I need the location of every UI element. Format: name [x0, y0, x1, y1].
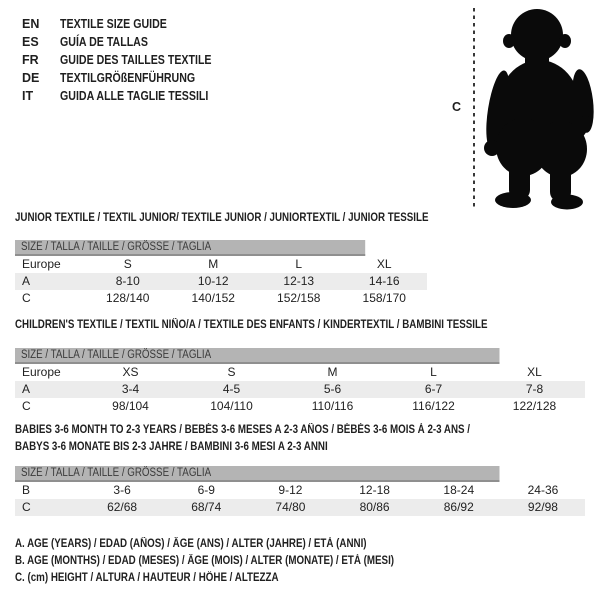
legend-line-a: A. AGE (YEARS) / EDAD (AÑOS) / ÂGE (ANS) / ALTER (JAHRE) / ETÀ (ANNI) — [15, 538, 367, 550]
babies-title-line2: BABYS 3-6 MONATE BIS 2-3 JAHRE / BAMBINI 3-6 MESI A 2-3 ANNI — [15, 441, 328, 453]
size-header-bar: SIZE / TALLA / TAILLE / GRÖSSE / TAGLIA — [15, 240, 365, 256]
table-row-months — [15, 482, 585, 499]
language-row-en — [22, 15, 238, 33]
cell: 122/128 — [512, 399, 557, 413]
language-row-it — [22, 87, 238, 105]
cell: 12-13 — [283, 274, 315, 288]
size-header-bar: SIZE / TALLA / TAILLE / GRÖSSE / TAGLIA — [15, 348, 500, 364]
cell: 9-12 — [278, 483, 303, 497]
table-row-height — [15, 499, 585, 516]
cell: M — [327, 365, 338, 379]
row-label: C — [22, 500, 31, 514]
language-list — [22, 15, 238, 105]
cell: 62/68 — [107, 500, 138, 514]
cell: 104/110 — [210, 399, 253, 413]
language-row-es — [22, 33, 238, 51]
cell: 12-18 — [359, 483, 390, 497]
height-measure-dashed-line — [473, 8, 475, 207]
table-row-height — [15, 398, 585, 415]
cell: 152/158 — [277, 291, 321, 305]
table-row-height — [15, 290, 427, 307]
cell: XS — [122, 365, 139, 379]
babies-section-title — [15, 422, 550, 456]
babies-title-line1: BABIES 3-6 MONTH TO 2-3 YEARS / BEBÉS 3-6 MESES A 2-3 AÑOS / BÉBÉS 3-6 MOIS À 2-3 ANS / — [15, 424, 471, 436]
language-title: GUIDA ALLE TAGLIE TESSILI — [60, 89, 209, 103]
cell: 140/152 — [191, 291, 235, 305]
cell: 92/98 — [527, 500, 558, 514]
cell: L — [430, 365, 437, 379]
cell: 158/170 — [362, 291, 406, 305]
table-row-europe — [15, 256, 427, 273]
size-header-bar: SIZE / TALLA / TAILLE / GRÖSSE / TAGLIA — [15, 466, 500, 482]
cell: 6-9 — [197, 483, 215, 497]
language-code: FR — [22, 53, 39, 67]
cell: 3-6 — [113, 483, 131, 497]
junior-size-table — [15, 240, 427, 307]
cell: 7-8 — [525, 382, 544, 396]
language-code: DE — [22, 71, 40, 85]
language-title: TEXTILGRÖßENFÜHRUNG — [60, 71, 196, 85]
legend-line-b: B. AGE (MONTHS) / EDAD (MESES) / ÂGE (MOIS) / ALTER (MONATE) / ETÀ (MESI) — [15, 555, 395, 567]
table-row-age — [15, 381, 585, 398]
language-row-fr — [22, 51, 238, 69]
cell: XL — [527, 365, 542, 379]
language-title: GUÍA DE TALLAS — [60, 35, 148, 49]
language-title: GUIDE DES TAILLES TEXTILE — [60, 53, 212, 67]
junior-section-title: JUNIOR TEXTILE / TEXTIL JUNIOR/ TEXTILE JUNIOR / JUNIORTEXTIL / JUNIOR TESSILE — [15, 212, 429, 224]
row-label: C — [22, 291, 31, 305]
language-row-de — [22, 69, 238, 87]
table-row-age — [15, 273, 427, 290]
height-marker-label: C — [452, 100, 462, 114]
cell: S — [227, 365, 236, 379]
language-title: TEXTILE SIZE GUIDE — [60, 17, 167, 31]
language-code: EN — [22, 17, 40, 31]
cell: 14-16 — [368, 274, 400, 288]
cell: 4-5 — [222, 382, 241, 396]
row-label: Europe — [22, 365, 61, 379]
cell: 18-24 — [443, 483, 475, 497]
cell: M — [208, 257, 219, 271]
cell: 128/140 — [106, 291, 150, 305]
cell: 98/104 — [112, 399, 149, 413]
children-section-title: CHILDREN'S TEXTILE / TEXTIL NIÑO/A / TEXTILE DES ENFANTS / KINDERTEXTIL / BAMBINI TESSILE — [15, 319, 488, 331]
cell: 24-36 — [527, 483, 559, 497]
cell: 5-6 — [323, 382, 342, 396]
row-label: A — [22, 382, 31, 396]
cell: 116/122 — [412, 399, 455, 413]
row-label: A — [22, 274, 31, 288]
babies-size-table — [15, 466, 585, 516]
measurement-legend — [15, 536, 461, 587]
row-label: B — [22, 483, 31, 497]
row-label: C — [22, 399, 31, 413]
table-row-europe — [15, 364, 585, 381]
toddler-silhouette-icon — [484, 4, 598, 210]
cell: 3-4 — [121, 382, 140, 396]
language-code: IT — [22, 89, 34, 103]
cell: 74/80 — [275, 500, 306, 514]
cell: 86/92 — [443, 500, 474, 514]
cell: 68/74 — [191, 500, 222, 514]
children-size-table — [15, 348, 585, 415]
language-code: ES — [22, 35, 39, 49]
cell: 80/86 — [359, 500, 390, 514]
cell: XL — [376, 257, 392, 271]
cell: S — [123, 257, 132, 271]
cell: 6-7 — [424, 382, 443, 396]
row-label: Europe — [22, 257, 61, 271]
cell: 8-10 — [115, 274, 140, 288]
legend-line-c: C. (cm) HEIGHT / ALTURA / HAUTEUR / HÖHE / ALTEZZA — [15, 572, 279, 584]
cell: 10-12 — [197, 274, 229, 288]
cell: 110/116 — [311, 399, 354, 413]
cell: L — [295, 257, 303, 271]
